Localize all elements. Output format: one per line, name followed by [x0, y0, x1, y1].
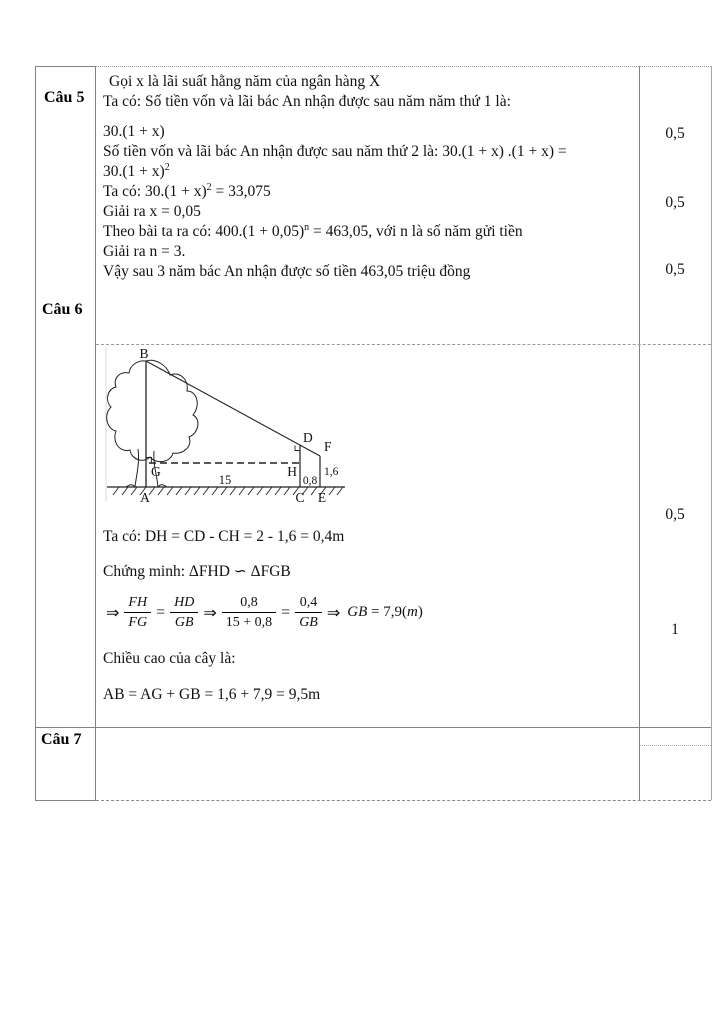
cau7-score-divider [640, 745, 711, 746]
solution-line: Số tiền vốn và lãi bác An nhận được sau năm thứ 2 là: 30.(1 + x) .(1 + x) = [103, 143, 567, 160]
equals-sign: = [156, 603, 166, 621]
score-value: 1 [671, 621, 679, 638]
similar-triangles-formula [101, 594, 423, 631]
score-value: 0,5 [665, 125, 685, 142]
point-label-G: G [151, 464, 161, 479]
point-label-B: B [139, 346, 149, 361]
solution-line: Gọi x là lãi suất hằng năm của ngân hàng X [109, 73, 381, 90]
cau6-label: Câu 6 [42, 301, 83, 318]
point-label-C: C [295, 490, 305, 505]
label-column-divider [95, 66, 96, 800]
superscript: 2 [206, 181, 212, 193]
tree-foliage [107, 360, 198, 461]
implies-arrow: ⇒ [203, 604, 217, 622]
solution-line: Giải ra x = 0,05 [103, 203, 201, 220]
score-value: 0,5 [665, 261, 685, 278]
solution-line: Ta có: DH = CD - CH = 2 - 1,6 = 0,4m [103, 528, 345, 545]
answer-table [35, 66, 711, 800]
solution-line: Vậy sau 3 năm bác An nhận được số tiền 463,05 triệu đồng [103, 263, 471, 280]
score-value: 0,5 [665, 194, 685, 211]
superscript: n [304, 221, 310, 233]
solution-line: Ta có: Số tiền vốn và lãi bác An nhận được sau năm năm thứ 1 là: [103, 93, 511, 110]
formula-result: GB = 7,9(m) [347, 604, 423, 620]
table-bottom-border [96, 800, 711, 801]
table-bottom-border-label [35, 800, 96, 801]
equals-sign: = [281, 603, 291, 621]
cau7-label: Câu 7 [41, 731, 82, 748]
distance-label-0-8: 0,8 [302, 475, 318, 487]
solution-line: Chiều cao của cây là: [103, 650, 236, 667]
superscript: 2 [164, 161, 170, 173]
point-label-E: E [317, 490, 327, 505]
solution-line: Chứng minh: ΔFHD ∽ ΔFGB [103, 563, 291, 580]
solution-line: Theo bài ta ra có: $400.(1 + 0,05)^n = 463,05$, với n là số năm gửi tiền [103, 221, 523, 240]
table-top-border [96, 66, 711, 67]
point-label-A: A [140, 490, 150, 505]
implies-arrow: ⇒ [106, 604, 120, 622]
solution-line: Ta có: $30.(1 + x)^2 = 33,075$ [103, 181, 271, 200]
distance-label-15: 15 [218, 473, 232, 487]
implies-arrow: ⇒ [326, 604, 341, 622]
solution-line: Giải ra n = 3. [103, 243, 186, 260]
fraction-04-GB: $\frac{0,4}{GB}$ [295, 594, 322, 631]
solution-line: $30.(1 + x)^2$ [103, 161, 170, 180]
solution-line: 30.(1 + x) [103, 123, 165, 140]
cau5-label: Câu 5 [44, 89, 85, 106]
fraction-FH-FG: $\frac{FH}{FG}$ [124, 594, 151, 631]
fraction-HD-GB: $\frac{HD}{GB}$ [170, 594, 198, 631]
point-label-F: F [324, 439, 332, 454]
table-left-border [35, 66, 36, 800]
row-divider-cau7 [35, 727, 711, 728]
fraction-08-158: $\frac{0,8}{15 + 0,8}$ [222, 594, 276, 631]
tree-height-figure [105, 345, 360, 505]
table-right-border [711, 66, 712, 800]
point-label-H: H [287, 464, 297, 479]
right-angle-mark-D [295, 446, 300, 451]
point-label-D: D [303, 430, 313, 445]
height-label-1-6: 1,6 [324, 466, 339, 478]
solution-line: AB = AG + GB = 1,6 + 7,9 = 9,5m [103, 686, 321, 703]
score-value: 0,5 [665, 506, 685, 523]
table-top-border-label [35, 66, 96, 67]
